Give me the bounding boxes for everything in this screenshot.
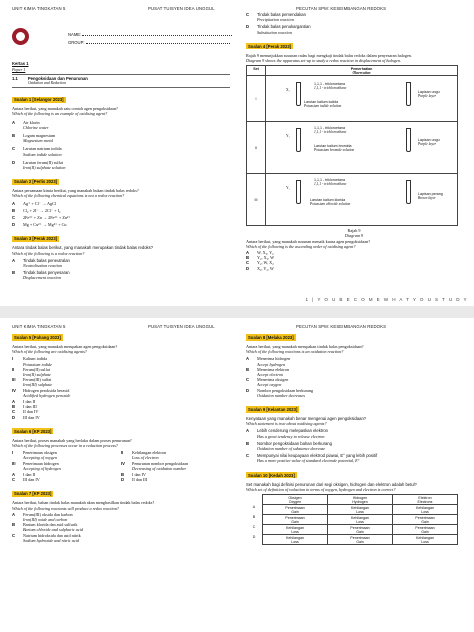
option[interactable]: C 2Fe³⁺ + Zn → 2Fe²⁺ + Zn²⁺ [12,215,71,221]
header-left: UNIT KIMIA TINGKATAN 5 [12,6,66,11]
option[interactable]: B I dan III [12,404,37,410]
option[interactable]: D Larutan ferum(II) sulfat Iron(II) sulphate solution [12,159,66,171]
table-header: Pemerhatian Observation [266,66,458,76]
question-text-en: Which statement is true about oxidising agents? [246,421,327,427]
question-text-en: Which of the following is the ascending order of oxidising agent? [246,243,356,249]
left-column [12,326,230,543]
diagram-caption-en: Diagram 9 [344,233,364,239]
question-tag: Soalan 3 [Perak 2023] [14,236,58,242]
header-right: PECUTAN SPM: KESEIMBANGAN REDOKS [296,324,387,329]
option[interactable]: A Ag⁺ + Cl⁻ → AgCl [12,200,57,206]
kertas-label: Kertas 1 [12,61,29,67]
header-right: PECUTAN SPM: KESEIMBANGAN REDOKS [296,6,387,11]
test-tube [406,180,411,204]
option[interactable]: A Air klorin Chlorine water [12,119,49,130]
table-row: III Y₂ 1,1,1 - trikloroetana 1,1,1 - trichloroethane Larutan kalium klorida Potassium chloride solution Lapisan perang Brown layer [247,174,458,226]
option[interactable]: B Tindak balas penyesaran Displacement reaction [12,270,70,281]
section-header [12,74,230,88]
question-text: Antara berikut, yang manakah merupakan tindak balas pengoksidaan? [246,344,364,349]
question-text: Antara berikut, yang manakah satu contoh agen pengoksidaan? [12,106,118,112]
option[interactable]: D Mg + Cu²⁺ → Mg²⁺ + Cu [12,222,67,228]
section-title: Pengoksidaan dan Penurunan [27,75,88,81]
options-list [12,120,230,171]
test-tube [406,82,411,106]
question-text-en: Which of the following are oxidising agents? [12,349,87,355]
option[interactable]: D II dan III [121,477,148,483]
document-page-1 [0,0,474,306]
statement-list [12,450,230,471]
options-list [246,428,462,463]
option[interactable]: C Mempunyai nilai keupayaan elektrod piawai, E° yang lebih positif Has a more positive value of standard electrode potential, E° [246,453,378,464]
options-list [12,201,230,228]
statement: II Ferum(II) sulfat Iron(II) sulphate [12,366,51,378]
option[interactable]: C II dan IV [12,409,39,415]
question-tag: Soalan 4 [Perak 2023] [248,43,292,49]
table-header: Oksigen Oxygen [263,495,328,505]
table-row: I X₂ 1,1,1 - trikloroetana 1,1,1 - trichloroethane Larutan kalium iodida Potassium iodide solution Lapisan ungu Purple layer [247,76,458,122]
diagram-caption: Rajah 9 [347,228,361,234]
school-logo [12,28,29,45]
option[interactable]: B Menerima elektron Accept electron [246,366,289,378]
table-row[interactable]: C Kehilangan Loss Penerimaan Gain Penerimaan Gain [246,525,458,535]
question-text: Set manakah bagi definisi penurunan dari segi oksigen, hidrogen dan elektron adalah betul? [246,481,417,487]
header-left: UNIT KIMIA TINGKATAN 5 [12,324,66,329]
question-tag: Soalan 1 [Selangor 2023] [14,97,64,103]
test-tube [406,128,411,152]
option[interactable]: A Menerima hidrogen Accept hydrogen [246,356,291,367]
question-text: Kenyataan yang manakah benar mengenai agen pengoksidaan? [246,416,367,422]
test-tube [296,180,301,204]
options-list [12,258,230,281]
statement: III Penerimaan hidrogen Accepting of hydrogen [12,460,61,471]
name-label: NAME: [68,32,82,37]
option[interactable]: B Nombor pengoksidaan bahan berkurang Oxidation number of substance decrease [246,440,332,452]
group-field[interactable] [86,40,230,44]
options-list [246,250,462,271]
option[interactable]: A Ferum(III) oksida dan karbon Iron(III) oxide and carbon [12,511,73,523]
option[interactable]: B Y₂, X₂, W [246,255,275,261]
right-column [246,326,462,545]
section-subtitle: Oxidation and Reduction [27,81,67,86]
question-text: Rajah 9 menunjukkan susunan radas bagi mengkaji tindak balas redoks dalam penyesaran halogen. [246,52,412,58]
statement: IV Hidrogen peroksida berasid Acidified hydrogen peroxide [12,387,71,398]
statement: I Kalium iodida Potassium iodide [12,356,52,367]
option[interactable]: A I dan II [12,399,36,405]
option[interactable]: D III dan IV [12,414,40,420]
group-label: GROUP: [68,40,85,46]
table-row[interactable]: A Penerimaan Gain Kehilangan Loss Kehilangan Loss [246,505,458,515]
option[interactable]: D Nombor pengoksidaan berkurang Oxidation number decreases [246,387,314,398]
option[interactable]: C Y₂, W, X₂ [246,260,274,266]
question-tag: Soalan 6 [KP 2023] [14,428,52,434]
question-tag: Soalan 10 [Kedah 2023] [248,472,295,478]
diagram-table [246,65,458,226]
name-field[interactable] [82,32,232,36]
question-text-en: Which of the following is an example of oxidising agent? [12,111,108,117]
option[interactable]: A I dan II [12,472,36,478]
question-tag: Soalan 7 [KP 2023] [14,491,52,497]
table-row: II Y₂ 1,1,1 - trikloroetana 1,1,1 - trichloroethane Larutan kalium bromida Potassium bromide solution Lapisan ungu Purple layer [247,122,458,174]
question-text: Antara berikut, yang manakah susunan menaik kuasa agen pengoksidaan? [246,238,371,244]
question-text-en: Which set of definition of reduction in terms of oxygen, hydrogen and electron is correct? [246,486,396,492]
option[interactable]: A Lebih cenderung melepaskan elektron Has a great tendency to release electron [246,428,329,439]
question-text-en: Diagram 9 shows the apparatus set-up to study a redox reaction in displacement of halogen. [246,58,401,64]
options-list [12,399,230,420]
option[interactable]: A W, X₂, Y₂ [246,250,274,256]
test-tube [296,128,301,152]
options-list [12,472,230,482]
header-center: PUSAT TUISYEN IDEA UNGGUL [148,324,215,329]
question-text-en: Which of the following is a redox reaction? [12,250,85,256]
table-header: Set [247,66,266,76]
option[interactable]: C Larutan natrium iodida Sodium iodide solution [12,146,62,157]
statement: IV Penurunan nombor pengoksidaan Decreasing of oxidation number [121,460,189,471]
option[interactable]: C III dan IV [12,477,40,483]
document-page-2 [0,318,474,632]
page-footer: 1 | Y O U B E C O M E W H A T Y O U S T U D Y [305,297,468,302]
options-list [246,356,462,398]
question-text: Antara tindak balas berikut, yang manakah merupakan tindak balas redoks? [12,245,154,251]
section-number: 1.1 [12,75,18,81]
test-tube [296,82,301,106]
option[interactable]: D Tindak balas penukargantian Substitution reaction [246,24,311,35]
question-text-en: Which of the following processes occur in a reduction process? [12,443,118,449]
question-tag: Soalan 2 [Perlis 2023] [14,179,58,185]
question-text-en: Which of the following chemical equations is not a redox reaction? [12,193,125,199]
table-row[interactable]: B Penerimaan Gain Kehilangan Loss Penerimaan Gain [246,515,458,525]
table-header: Hidrogen Hydrogen [328,495,393,505]
option[interactable]: D X₂, Y₂, W [246,265,274,271]
question-text: Antara berikut, bahan tindak balas manakah akan menghasilkan tindak balas redoks? [12,500,155,506]
answer-table [246,494,458,545]
option[interactable]: B Logam magnesium Magnesium metal [12,133,56,144]
question-text-en: Which of the following reactants will produce a redox reaction? [12,505,119,511]
question-text-en: Which of the following reactions is an oxidation reaction? [246,349,344,355]
left-column [12,24,230,281]
question-tag: Soalan 5 [Pahang 2023] [14,335,61,340]
statement: III Ferum(III) sulfat Iron(III) sulphate [12,377,53,388]
question-text: Antara berikut, proses manakah yang berlaku dalam proses penurunan? [12,437,132,443]
options-list [12,512,230,543]
option[interactable]: A Tindak balas peneutralan Neutralisation reaction [12,257,70,269]
question-tag: Soalan 8 [Melaka 2023] [248,335,294,340]
statement: I Penerimaan oksigen Accepting of oxygen [12,450,57,461]
option[interactable]: C Tindak balas pemendakan Precipitation reaction [246,12,306,23]
option[interactable]: B Cl₂ + 2I⁻ → 2Cl⁻ + I₂ [12,207,61,213]
question-tag: Soalan 9 [Kelantan 2023] [248,407,298,413]
option[interactable]: B Barium klorida dan asid sulfurik Barium chloride and sulphuric acid [12,522,84,533]
option[interactable]: C Menerima oksigen Accept oxygen [246,377,289,388]
table-header: Elektron Electrons [393,495,458,505]
table-row[interactable]: D Kehilangan Loss Penerimaan Gain Kehilangan Loss [246,535,458,545]
statement: II Kehilangan elektron Loss of electron [121,450,167,461]
option[interactable]: C Natrium hidroksida dan asid nitrik Sodium hydroxide and nitric acid [12,532,81,543]
question-text: Antara persamaan kimia berikut, yang manakah bukan tindak balas redoks? [12,188,139,194]
header-center: PUSAT TUISYEN IDEA UNGGUL [148,6,215,11]
paper-label: Paper 1 [12,66,26,72]
statement-list [12,356,230,398]
question-text: Antara berikut, yang manakah merupakan agen pengoksidaan? [12,344,118,349]
option[interactable]: B I dan IV [121,472,146,478]
right-column [246,12,462,271]
